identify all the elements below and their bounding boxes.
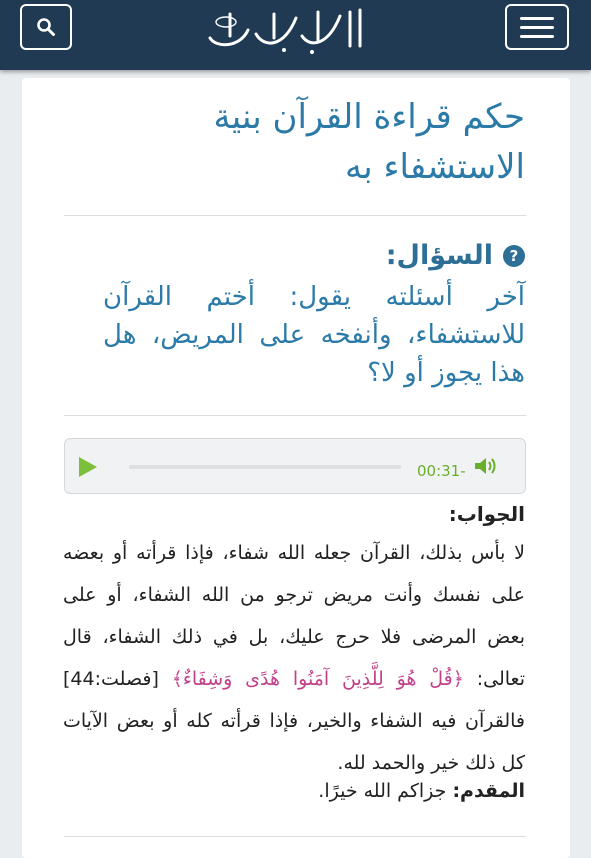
site-logo[interactable] xyxy=(200,2,380,58)
divider xyxy=(64,215,526,216)
audio-player xyxy=(64,438,526,494)
hamburger-menu-icon xyxy=(520,17,554,38)
answer-rest: [فصلت:44] فالقرآن فيه الشفاء والخير، فإذا قرأته كله أو بعض الآيات كل ذلك خير والحمد لله. xyxy=(63,668,525,774)
search-icon xyxy=(36,17,56,37)
host-label: المقدم: xyxy=(452,780,525,802)
audio-progress-bar[interactable] xyxy=(129,465,401,469)
divider xyxy=(64,415,526,416)
audio-time: 00:31- xyxy=(417,462,466,480)
question-text: آخر أسئلته يقول: أختم القرآن للاستشفاء، وأنفخه على المريض، هل هذا يجوز أو لا؟ xyxy=(103,282,525,388)
question-label: السؤال: xyxy=(385,240,493,271)
play-icon[interactable] xyxy=(79,457,97,477)
answer-label: الجواب: xyxy=(448,502,525,526)
divider xyxy=(64,836,526,837)
volume-icon[interactable] xyxy=(473,455,497,477)
quran-verse: ﴿قُلْ هُوَ لِلَّذِينَ آمَنُوا هُدًى وَشِفَاءٌ﴾ xyxy=(171,668,464,690)
answer-text xyxy=(63,532,525,784)
top-header xyxy=(0,0,591,70)
question-circle-icon: ? xyxy=(503,245,525,267)
host-text: جزاكم الله خيرًا. xyxy=(318,780,453,802)
article-title: حكم قراءة القرآن بنية الاستشفاء به xyxy=(213,97,525,187)
menu-button[interactable] xyxy=(505,4,569,50)
answer-intro: لا بأس بذلك، القرآن جعله الله شفاء، فإذا قرأته أو بعضه على نفسك وأنت مريض ترجو من الله الشفاء، أو على بعض المرضى فلا حرج عليك، بل في ذلك الشفاء، قال تعالى: xyxy=(63,542,525,690)
host-line xyxy=(318,780,525,802)
question-heading xyxy=(386,240,525,271)
search-button[interactable] xyxy=(20,4,72,50)
